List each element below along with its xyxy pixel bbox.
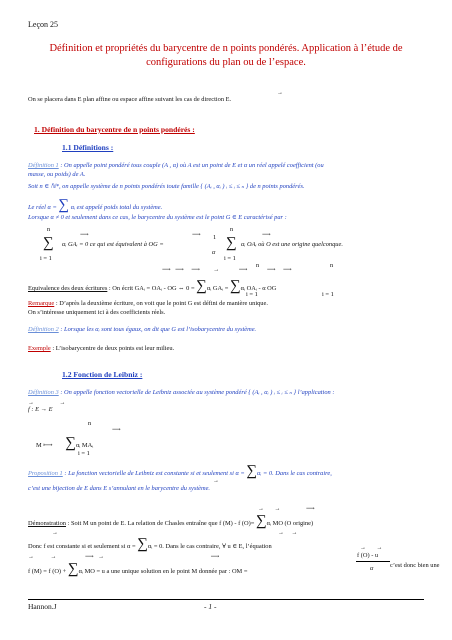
sigma-symbol: ∑ [229,278,241,294]
definition-3-label: Définition 3 [28,389,59,396]
definition-2-label: Définition 2 [28,326,59,333]
remark-label: Remarque [28,300,55,307]
title-line-1: Définition et propriétés du barycentre de n points pondérés. Application à l’étude de [49,43,403,54]
section-1-heading: 1. Définition du barycentre de n points pondérés : [34,125,195,134]
demonstration-line1b: αᵢ MO (O origine) [266,520,314,527]
example-label: Exemple [28,345,51,352]
sum-lower-bound: i = 1 [322,291,334,298]
fraction-bar [356,561,390,562]
demonstration-label: Démonstration [28,520,66,527]
demonstration-line3 [28,562,247,577]
equivalence-label: Equivalence des deux écritures [28,285,108,292]
fraction-numerator: f (O) - u [357,552,379,559]
sigma-symbol: ∑ [226,235,237,251]
definition-1-label: Définition 1 [28,162,59,169]
leibniz-map-signature: f : E → E [28,406,53,413]
proposition-1-line1b: αᵢ = 0. Dans le cas contraire, [257,470,332,477]
vector-arrow: ⟶ [80,232,89,238]
sigma-symbol: ∑ [67,561,79,577]
remark [28,300,268,308]
demonstration-line3b: αᵢ MO = u a une unique solution en le point M donnée par : OM = [78,568,248,575]
fraction-denominator: α [212,249,216,256]
footer-divider [28,599,424,600]
lesson-label: Leçon 25 [28,20,58,29]
footer-author: Hannon.J [28,602,57,611]
vector-arrow: ⟶ ⟶ ⟶ → ⟶ ⟶ ⟶ [162,267,292,273]
sigma-symbol: ∑ [43,235,54,251]
definition-1-line2: masse, ou poids) de A. [28,171,86,178]
demonstration-line3a: f (M) = f (O) + [28,568,68,575]
vector-arrow: → → [28,400,66,406]
remark-line2: On s’intéresse uniquement ici à des coefficients réels. [28,309,166,316]
footer-page-number: - 1 - [204,602,217,611]
subsection-1-1-heading: 1.1 Définitions : [62,143,114,152]
fraction-numerator: 1 [213,234,217,241]
sigma-symbol: ∑ [246,463,258,479]
definition-1-line5: Lorsque α ≠ 0 et seulement dans ce cas, le barycentre du système est le point G ∈ E caractérisé par : [28,214,287,221]
example-text: : L’isobarycentre de deux points est leur milieu. [50,345,175,352]
equivalence-middle: αᵢ GAᵢ = [206,285,230,292]
vector-arrow: ⟶ [192,232,201,238]
demonstration-line3c: c’est donc bien une [390,562,440,569]
proposition-1-label: Proposition 1 [28,470,63,477]
demonstration-line1a: : Soit M un point de E. La relation de Chasles entraîne que f (M) - f (O)= [65,520,256,527]
sigma-symbol: ∑ [196,278,207,294]
demonstration-line2 [28,537,272,552]
sum-upper-bound: n [330,262,334,269]
equivalence-body: : On écrit GAᵢ = OAᵢ - OG ⇔ 0 = [107,285,197,292]
definition-1-line3: Soit n ∈ ℕ*, on appelle système de n points pondérés toute famille { (Aᵢ , αᵢ ) ᵢ ≤ ᵢ ≤ ₙ } de n points pondérés. [28,183,305,190]
formula-1-left: αᵢ GAᵢ = 0 ce qui est équivalent à OG = [62,241,164,248]
sigma-symbol: ∑ [58,197,70,213]
leibniz-map-left: M ⟼ [36,442,53,449]
vector-arrow: → → ⟶ [258,506,315,512]
formula-1-right: αᵢ OAᵢ où O est une origine quelconque. [241,241,343,248]
definition-1-line1: : On appelle point pondéré tous couple (A , α) où A est un point de E et α un réel appelé coefficient (ou [58,162,324,169]
vector-arrow: → [52,530,58,536]
sum-upper-bound: n [47,226,51,233]
definition-2 [28,326,256,334]
vector-arrow: → [277,90,283,96]
sum-lower-bound: i = 1 [224,255,236,262]
sigma-symbol: ∑ [65,435,76,451]
example [28,345,174,353]
vector-arrow: → [213,478,219,484]
fraction-denominator: α [370,565,374,572]
total-weight-prefix: Le réel α = [28,204,59,211]
sum-upper-bound: n [256,262,260,269]
definition-3 [28,389,334,397]
leibniz-map-right: αᵢ MAᵢ [75,442,94,449]
definition-2-text: : Lorsque les αᵢ sont tous égaux, on dit que G est l’isobarycentre du système. [58,326,257,333]
page-title [30,42,422,70]
sum-upper-bound: n [230,226,234,233]
definition-1-line4 [28,198,162,213]
intro-text: On se placera dans E plan affine ou espace affine suivant les cas de direction E. [28,96,232,103]
definition-1 [28,162,324,170]
sum-upper-bound: n [88,420,92,427]
vector-arrow: → → [360,545,383,551]
subsection-1-2-heading: 1.2 Fonction de Leibniz : [62,370,143,379]
demonstration [28,514,313,529]
total-weight-suffix: αᵢ est appelé poids total du système. [70,204,163,211]
vector-arrow: → → [278,530,298,536]
remark-line1: : D’après la deuxième écriture, on voit que le point G est défini de manière unique. [54,300,268,307]
equivalence-text [28,279,276,294]
vector-arrow: ⟶ [262,232,271,238]
proposition-1-line2: c’est une bijection de E dans E s’annulant en le barycentre du système. [28,485,211,492]
title-line-2: configurations du plan ou de l’espace. [146,57,306,68]
equivalence-end: αᵢ OAᵢ - α OG [240,285,277,292]
proposition-1-line1a: : La fonction vectorielle de Leibniz est constante si et seulement si α = [62,470,247,477]
definition-3-line1: : On appelle fonction vectorielle de Leibniz associée au système pondéré { (Aᵢ , αᵢ ) ᵢ ≤ ᵢ ≤ ₙ } l’application : [58,389,335,396]
demonstration-line2b: αᵢ = 0. Dans le cas contraire, ∀ u ∈ E, l’équation [147,543,272,550]
vector-arrow: ⟶ [112,427,121,433]
sum-lower-bound: i = 1 [40,255,52,262]
sum-lower-bound: i = 1 [78,450,90,457]
vector-arrow: → → ⟶ → ⟶ [28,554,220,560]
sigma-symbol: ∑ [255,513,267,529]
leibniz-map-formula [36,436,93,451]
sum-lower-bound: i = 1 [246,291,258,298]
sigma-symbol: ∑ [137,536,148,552]
proposition-1 [28,464,332,479]
demonstration-line2a: Donc f est constante si et seulement si α = [28,543,138,550]
